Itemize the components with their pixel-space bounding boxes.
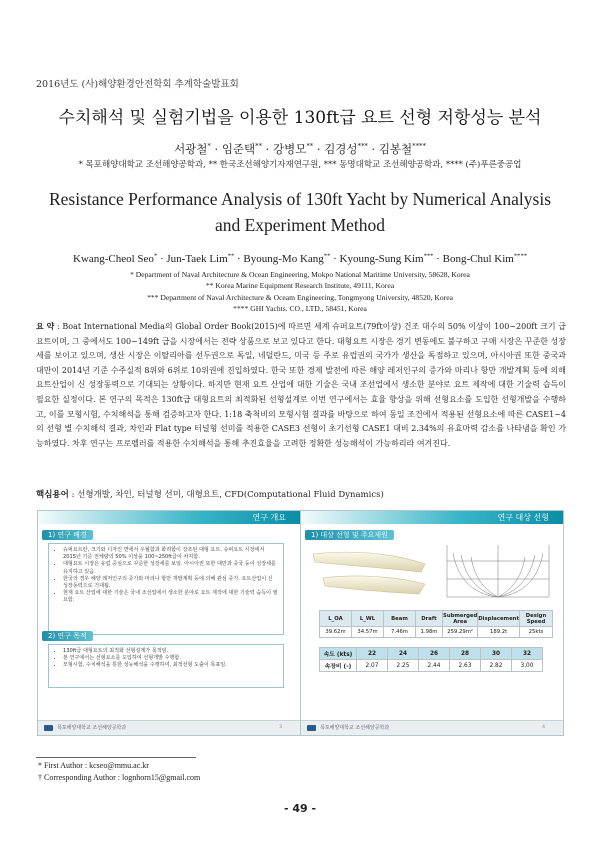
section-label: 2) 연구 목적 [42,631,93,641]
table-cell: 189.2t [478,627,520,638]
english-author: Bong-Chul Kim [442,253,514,265]
english-author: Jun-Taek Lim [166,253,228,265]
slide-header: 연구 개요 [38,511,300,524]
korean-author: 서광철 [174,142,208,156]
slide-target-hull [300,510,564,736]
table-cell: 3.00 [512,660,543,672]
english-title [30,186,570,238]
abstract-text: : Boat International Media의 Global Order Book(2015)에 따르면 세계 슈퍼요트(79ft이상) 건조 대수의 50% 이상이 100~200ft 크기 급 요트이며, 그 중에서도 100~149ft 급을 시장에서는 전략 상품으로 보고 있다고 한다. 대형요트 시장은 경기 변동에도 불구하고 구매 시장은 꾸준한 성장세를 보이고 있으며, 생산 시장은 이탈리아를 선두권으로 독일, 네덜란드, 미국 등 주로 유럽권의 국가가 생산을 독점하고 있으며, 아시아권 또한 중국과 대만이 2014년 기준 수주실적 8위와 6위로 10위권에 진입하였다. 한국 또한 경제 발전에 따른 해양 레저인구의 증가와 마리나 항만 개발계획 등에 의해 요트산업이 신 성장동력으로 기대되는 상황이다. 하지만 현재 요트 산업에 대한 기술은 국내 조선업에서 생소한 분야로 요트 제작에 대한 기술력 습득이 필요한 실정이다. 본 연구의 목적은 130ft급 대형요트의 최적화된 선형설계로 이번 연구에서는 효율 향상을 위해 선형요소를 도입한 선형개발을 수행하고, 이를 모형시험, 수치해석을 통해 검증하고자 한다. 1:18 축척비의 모형시험 결과를 바탕으로 하여 동일 조건에서 적용된 선형요소에 따른 CASE1~4의 선형 별 수치해석 결과, 차인과 Flat type 터널형 선미를 적용한 CASE3 선형이 초기선형 CASE1 대비 2.34%의 유효마력 감소를 나타냄을 확인 가능하였다. 차후 연구는 프로펠러를 적용한 수치해석을 통해 추진효율을 고려한 정확한 성능해석이 가능하리라 여겨진다. [36,322,566,448]
table-cell: 7.46m [384,627,416,638]
background-box [48,543,284,635]
table-header: Design Speed [519,611,552,627]
footnote-rule [36,757,196,758]
body-plan-diagram [439,541,557,603]
korean-author: 김봉철 [378,142,413,156]
table-header: Submerged Area [443,612,478,625]
keywords-label: 핵심용어 [36,490,69,500]
footnote-first-author: * First Author : kcseo@mmu.ac.kr [38,761,149,770]
korean-author: 강병모 [273,142,307,156]
university-logo-icon [44,725,53,731]
english-affiliation: ** Korea Marine Equipment Research Institute, 49111, Korea [205,281,395,290]
slide-header: 연구 대상 선형 [301,511,563,524]
korean-authors: 서광철* · 임준택** · 강병모** · 김경성*** · 김봉철**** [174,142,426,156]
english-title-line1: Resistance Performance Analysis of 130ft Yacht by Numerical Analysis [48,189,552,209]
table-cell: 25kts [519,627,552,638]
english-affiliation: *** Department of Naval Architecture & Oceam Engineering, Tongmyong University, 48520, Korea [147,293,453,302]
page-number: - 49 - [283,802,317,815]
table-cell: 24 [388,648,419,660]
table-cell: 2.82 [481,660,512,672]
table-cell: 30 [481,648,512,660]
korean-affiliations: * 목포해양대학교 조선해양공학과, ** 한국조선해양기자재연구원, *** 동명대학교 조선해양공학과, **** (주)푸른중공업 [78,160,522,170]
table-header: L_OA [320,611,352,627]
english-authors: Kwang-Cheol Seo* · Jun-Taek Lim** · Byoung-Mo Kang** · Kyoung-Sung Kim*** · Bong-Chul Kim**** [72,252,528,265]
english-affiliation: * Department of Naval Architecture & Ocean Engineering, Mokpo National Maritime University, 58628, Korea [130,270,470,279]
list-item: • 현재 요트 산업에 대한 기술은 국내 조선업에서 생소한 분야로 요트 제작에 대한 기술력 습득이 필요함. [63,590,278,604]
conference-header: 2016년도 (사)해양환경안전학회 추계학술발표회 [36,79,239,90]
list-item: • 모형시험, 수치해석을 통한 성능해석을 수행하여, 최적선형 도출이 목표임. [63,662,278,669]
footnote-corresponding-author: † Corresponding Author : lognhorn15@gmail.com [38,773,201,782]
list-item: • 130ft급 대형요트의 최적화 선형설계가 목적임. [63,648,278,655]
table-cell: 22 [357,648,388,660]
english-author: Byoung-Mo Kang [243,253,324,265]
table-cell: 26 [419,648,450,660]
row-label: 속도 (kts) [320,648,357,660]
english-author: Kyoung-Sung Kim [339,253,424,265]
principal-dimensions-table [319,610,553,638]
purpose-box [48,644,284,688]
list-item: • 대형요트 시장은 유럽 중심으로 꾸준한 성장세를 보임. 아시아권 또한 대만과 중국 등이 성장세를 유지하고 있음. [63,561,278,575]
list-item: • 본 연구에서는 선형요소를 도입하여 선형개발 수행함. [63,655,278,662]
list-item: • 한국의 경우 해양 레저인구의 증가와 마리나 항만 개발계획 등에 의해 관심 증가. 요트산업이 신 성장동력으로 기대됨. [63,576,278,590]
english-author: Kwang-Cheol Seo [72,253,154,265]
keywords-text: : 선형개발, 차인, 터널형 선미, 대형요트, CFD(Computational Fluid Dynamics) [71,490,384,500]
keywords [36,488,384,500]
table-cell: 2.25 [388,660,419,672]
table-header: Draft [416,611,443,627]
table-cell: 32 [512,648,543,660]
table-cell: 2.07 [357,660,388,672]
table-cell: 2.63 [450,660,481,672]
speed-table [319,647,543,672]
table-cell: 1.98m [416,627,443,638]
university-logo-icon [307,725,316,731]
slide-research-overview [37,510,301,736]
english-affiliation: **** GHI Yachts. CO., LTD., 58451, Korea [233,304,367,313]
table-cell: 39.62m [320,627,352,638]
korean-author: 김경성 [324,142,358,156]
table-cell: 34.57m [352,627,384,638]
section-label: 1) 연구 배경 [42,530,93,540]
abstract [36,319,566,451]
row-label: 속장비 (-) [320,660,357,672]
hull-3d-image [309,544,429,600]
abstract-label: 요 약 [36,321,55,331]
english-title-line2: and Experiment Method [214,215,386,235]
table-cell: 28 [450,648,481,660]
section-label: 1) 대상 선형 및 주요제원 [305,530,394,540]
table-cell: 2.44 [419,660,450,672]
list-item: • 슈퍼요트란, 크기와 디자인 면에서 우월함과 화려함이 강조된 대형 요트. 슈퍼요트 시장에서 2015년 기준 전체량의 50% 이상을 100~250ft급이 차지함. [63,547,278,561]
table-header: Displacement [478,611,520,627]
table-header: Beam [384,611,416,627]
korean-author: 임준택 [221,142,256,156]
slide-footer: 목포해양대학교 조선해양공학과 4 [301,720,563,735]
table-header: L_WL [352,611,384,627]
table-cell: 259.29m² [443,627,478,638]
korean-title: 수치해석 및 실험기법을 이용한 130ft급 요트 선형 저항성능 분석 [58,108,542,128]
slide-footer: 목포해양대학교 조선해양공학과 3 [38,720,300,735]
